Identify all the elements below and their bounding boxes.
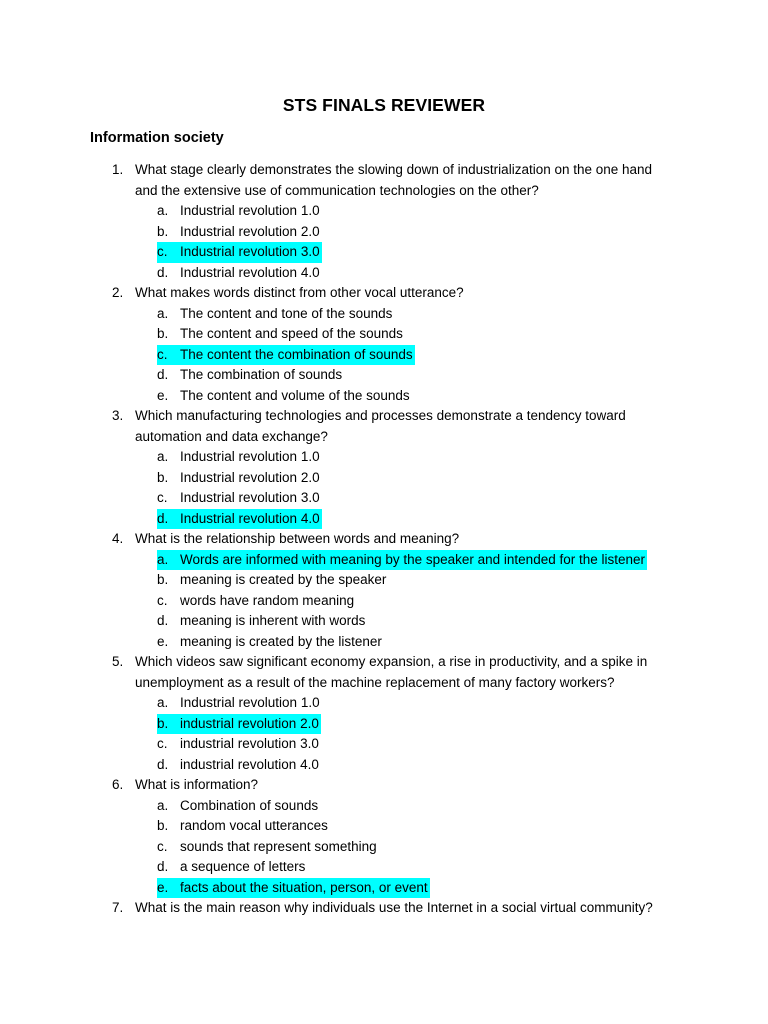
option-letter: b. bbox=[157, 818, 169, 833]
option-content bbox=[157, 468, 322, 489]
question-text bbox=[135, 652, 680, 693]
option-text: Words are informed with meaning by the speaker and intended for the listener bbox=[180, 551, 646, 567]
option-content bbox=[157, 611, 367, 632]
answer-option bbox=[0, 468, 768, 489]
question-item bbox=[0, 775, 768, 898]
question-text-line: automation and data exchange? bbox=[135, 428, 328, 444]
option-letter: b. bbox=[157, 715, 169, 731]
question-item bbox=[0, 160, 768, 283]
option-letter: d. bbox=[157, 510, 169, 526]
option-text: meaning is created by the speaker bbox=[180, 572, 387, 587]
answer-option bbox=[0, 263, 768, 284]
option-letter: d. bbox=[157, 756, 169, 772]
question-text-line: and the extensive use of communication technologies on the other? bbox=[135, 182, 539, 198]
question-text bbox=[135, 529, 680, 550]
option-content bbox=[157, 365, 344, 386]
answer-option bbox=[0, 816, 768, 837]
question-list bbox=[0, 160, 768, 919]
option-text: sounds that represent something bbox=[180, 838, 377, 854]
answer-option-highlighted bbox=[0, 345, 768, 366]
question-text-line: Which manufacturing technologies and processes demonstrate a tendency toward bbox=[135, 408, 626, 423]
answer-option bbox=[0, 570, 768, 591]
answer-option bbox=[0, 755, 768, 776]
question-text-line: Which videos saw significant economy expansion, a rise in productivity, and a spike in bbox=[135, 654, 648, 669]
option-letter: a. bbox=[157, 695, 169, 710]
option-text: The content and tone of the sounds bbox=[180, 305, 393, 321]
answer-option bbox=[0, 386, 768, 407]
question-number: 3. bbox=[112, 408, 124, 423]
option-letter: b. bbox=[157, 572, 169, 587]
option-letter: a. bbox=[157, 797, 169, 813]
answer-option bbox=[0, 201, 768, 222]
option-content bbox=[157, 263, 322, 284]
answer-option bbox=[0, 857, 768, 878]
question-number: 6. bbox=[112, 777, 124, 792]
question-text-line: What is the main reason why individuals use the Internet in a social virtual community? bbox=[135, 900, 653, 915]
answer-option bbox=[0, 365, 768, 386]
option-content bbox=[157, 837, 379, 858]
option-letter: c. bbox=[157, 346, 168, 362]
option-content bbox=[157, 796, 320, 817]
document-title: STS FINALS REVIEWER bbox=[282, 95, 486, 115]
question-text bbox=[135, 898, 680, 919]
option-letter: c. bbox=[157, 736, 168, 751]
question-text-line: What is the relationship between words and meaning? bbox=[135, 531, 460, 546]
option-letter: c. bbox=[157, 244, 168, 259]
option-text: Industrial revolution 2.0 bbox=[180, 223, 320, 239]
option-letter: e. bbox=[157, 387, 169, 403]
question-item bbox=[0, 406, 768, 529]
option-content bbox=[157, 714, 321, 735]
option-text: Industrial revolution 3.0 bbox=[180, 490, 320, 505]
option-text: industrial revolution 3.0 bbox=[180, 736, 319, 751]
option-text: industrial revolution 2.0 bbox=[180, 715, 319, 731]
option-content bbox=[157, 734, 321, 755]
option-content bbox=[157, 878, 430, 899]
option-text: random vocal utterances bbox=[180, 818, 328, 833]
option-text: The content the combination of sounds bbox=[180, 346, 413, 362]
option-letter: b. bbox=[157, 223, 169, 239]
answer-option bbox=[0, 734, 768, 755]
option-text: a sequence of letters bbox=[180, 859, 306, 874]
question-text bbox=[135, 406, 680, 447]
question-text-line: What stage clearly demonstrates the slowing down of industrialization on the one hand bbox=[135, 162, 653, 177]
option-content bbox=[157, 304, 394, 325]
option-text: Industrial revolution 1.0 bbox=[180, 449, 320, 464]
answer-option bbox=[0, 837, 768, 858]
option-content bbox=[157, 324, 405, 345]
question-number: 5. bbox=[112, 654, 124, 669]
section-heading: Information society bbox=[90, 130, 224, 146]
option-text: Industrial revolution 1.0 bbox=[180, 695, 320, 710]
option-content bbox=[157, 447, 322, 468]
option-letter: a. bbox=[157, 551, 169, 567]
question-number: 1. bbox=[112, 162, 124, 177]
option-letter: c. bbox=[157, 592, 168, 608]
option-text: words have random meaning bbox=[180, 592, 355, 608]
option-content bbox=[157, 488, 322, 509]
option-letter: a. bbox=[157, 203, 169, 218]
option-text: Industrial revolution 4.0 bbox=[180, 510, 320, 526]
answer-option-highlighted bbox=[0, 509, 768, 530]
option-letter: c. bbox=[157, 838, 168, 854]
option-letter: b. bbox=[157, 326, 169, 341]
option-letter: d. bbox=[157, 367, 169, 382]
question-text bbox=[135, 160, 680, 201]
option-letter: d. bbox=[157, 859, 169, 874]
answer-option-highlighted bbox=[0, 878, 768, 899]
answer-option bbox=[0, 693, 768, 714]
option-content bbox=[157, 201, 322, 222]
question-text-line: unemployment as a result of the machine replacement of many factory workers? bbox=[135, 674, 615, 690]
question-text-line: What is information? bbox=[135, 777, 259, 792]
option-content bbox=[157, 345, 415, 366]
option-text: Industrial revolution 2.0 bbox=[180, 469, 320, 485]
option-text: The content and speed of the sounds bbox=[180, 326, 403, 341]
answer-option bbox=[0, 222, 768, 243]
answer-option-highlighted bbox=[0, 550, 768, 571]
option-letter: e. bbox=[157, 879, 169, 895]
option-content bbox=[157, 570, 388, 591]
answer-option-highlighted bbox=[0, 714, 768, 735]
option-letter: e. bbox=[157, 633, 169, 649]
question-text bbox=[135, 283, 680, 304]
option-text: The combination of sounds bbox=[180, 367, 343, 382]
question-text-line: What makes words distinct from other vocal utterance? bbox=[135, 285, 464, 300]
answer-option bbox=[0, 488, 768, 509]
option-content bbox=[157, 591, 356, 612]
option-letter: a. bbox=[157, 305, 169, 321]
option-text: Industrial revolution 4.0 bbox=[180, 264, 320, 280]
option-content bbox=[157, 550, 647, 571]
option-content bbox=[157, 693, 322, 714]
question-item bbox=[0, 529, 768, 652]
option-content bbox=[157, 242, 322, 263]
question-number: 7. bbox=[112, 900, 124, 915]
option-content bbox=[157, 222, 322, 243]
option-text: meaning is created by the listener bbox=[180, 633, 382, 649]
question-item bbox=[0, 898, 768, 919]
answer-option bbox=[0, 591, 768, 612]
answer-option bbox=[0, 447, 768, 468]
option-content bbox=[157, 632, 384, 653]
option-text: facts about the situation, person, or event bbox=[180, 879, 428, 895]
question-text bbox=[135, 775, 680, 796]
option-letter: d. bbox=[157, 264, 169, 280]
question-item bbox=[0, 652, 768, 775]
answer-option bbox=[0, 304, 768, 325]
option-letter: c. bbox=[157, 490, 168, 505]
option-text: Industrial revolution 3.0 bbox=[180, 244, 320, 259]
option-text: meaning is inherent with words bbox=[180, 613, 366, 628]
answer-option bbox=[0, 796, 768, 817]
question-item bbox=[0, 283, 768, 406]
option-content bbox=[157, 386, 412, 407]
option-text: The content and volume of the sounds bbox=[180, 387, 410, 403]
option-content bbox=[157, 755, 321, 776]
answer-option-highlighted bbox=[0, 242, 768, 263]
option-letter: a. bbox=[157, 449, 169, 464]
answer-option bbox=[0, 611, 768, 632]
option-text: industrial revolution 4.0 bbox=[180, 756, 319, 772]
option-letter: b. bbox=[157, 469, 169, 485]
option-text: Combination of sounds bbox=[180, 797, 319, 813]
option-content bbox=[157, 857, 307, 878]
question-number: 2. bbox=[112, 285, 124, 300]
option-content bbox=[157, 509, 322, 530]
question-number: 4. bbox=[112, 531, 124, 546]
option-text: Industrial revolution 1.0 bbox=[180, 203, 320, 218]
option-letter: d. bbox=[157, 613, 169, 628]
option-content bbox=[157, 816, 330, 837]
answer-option bbox=[0, 324, 768, 345]
answer-option bbox=[0, 632, 768, 653]
